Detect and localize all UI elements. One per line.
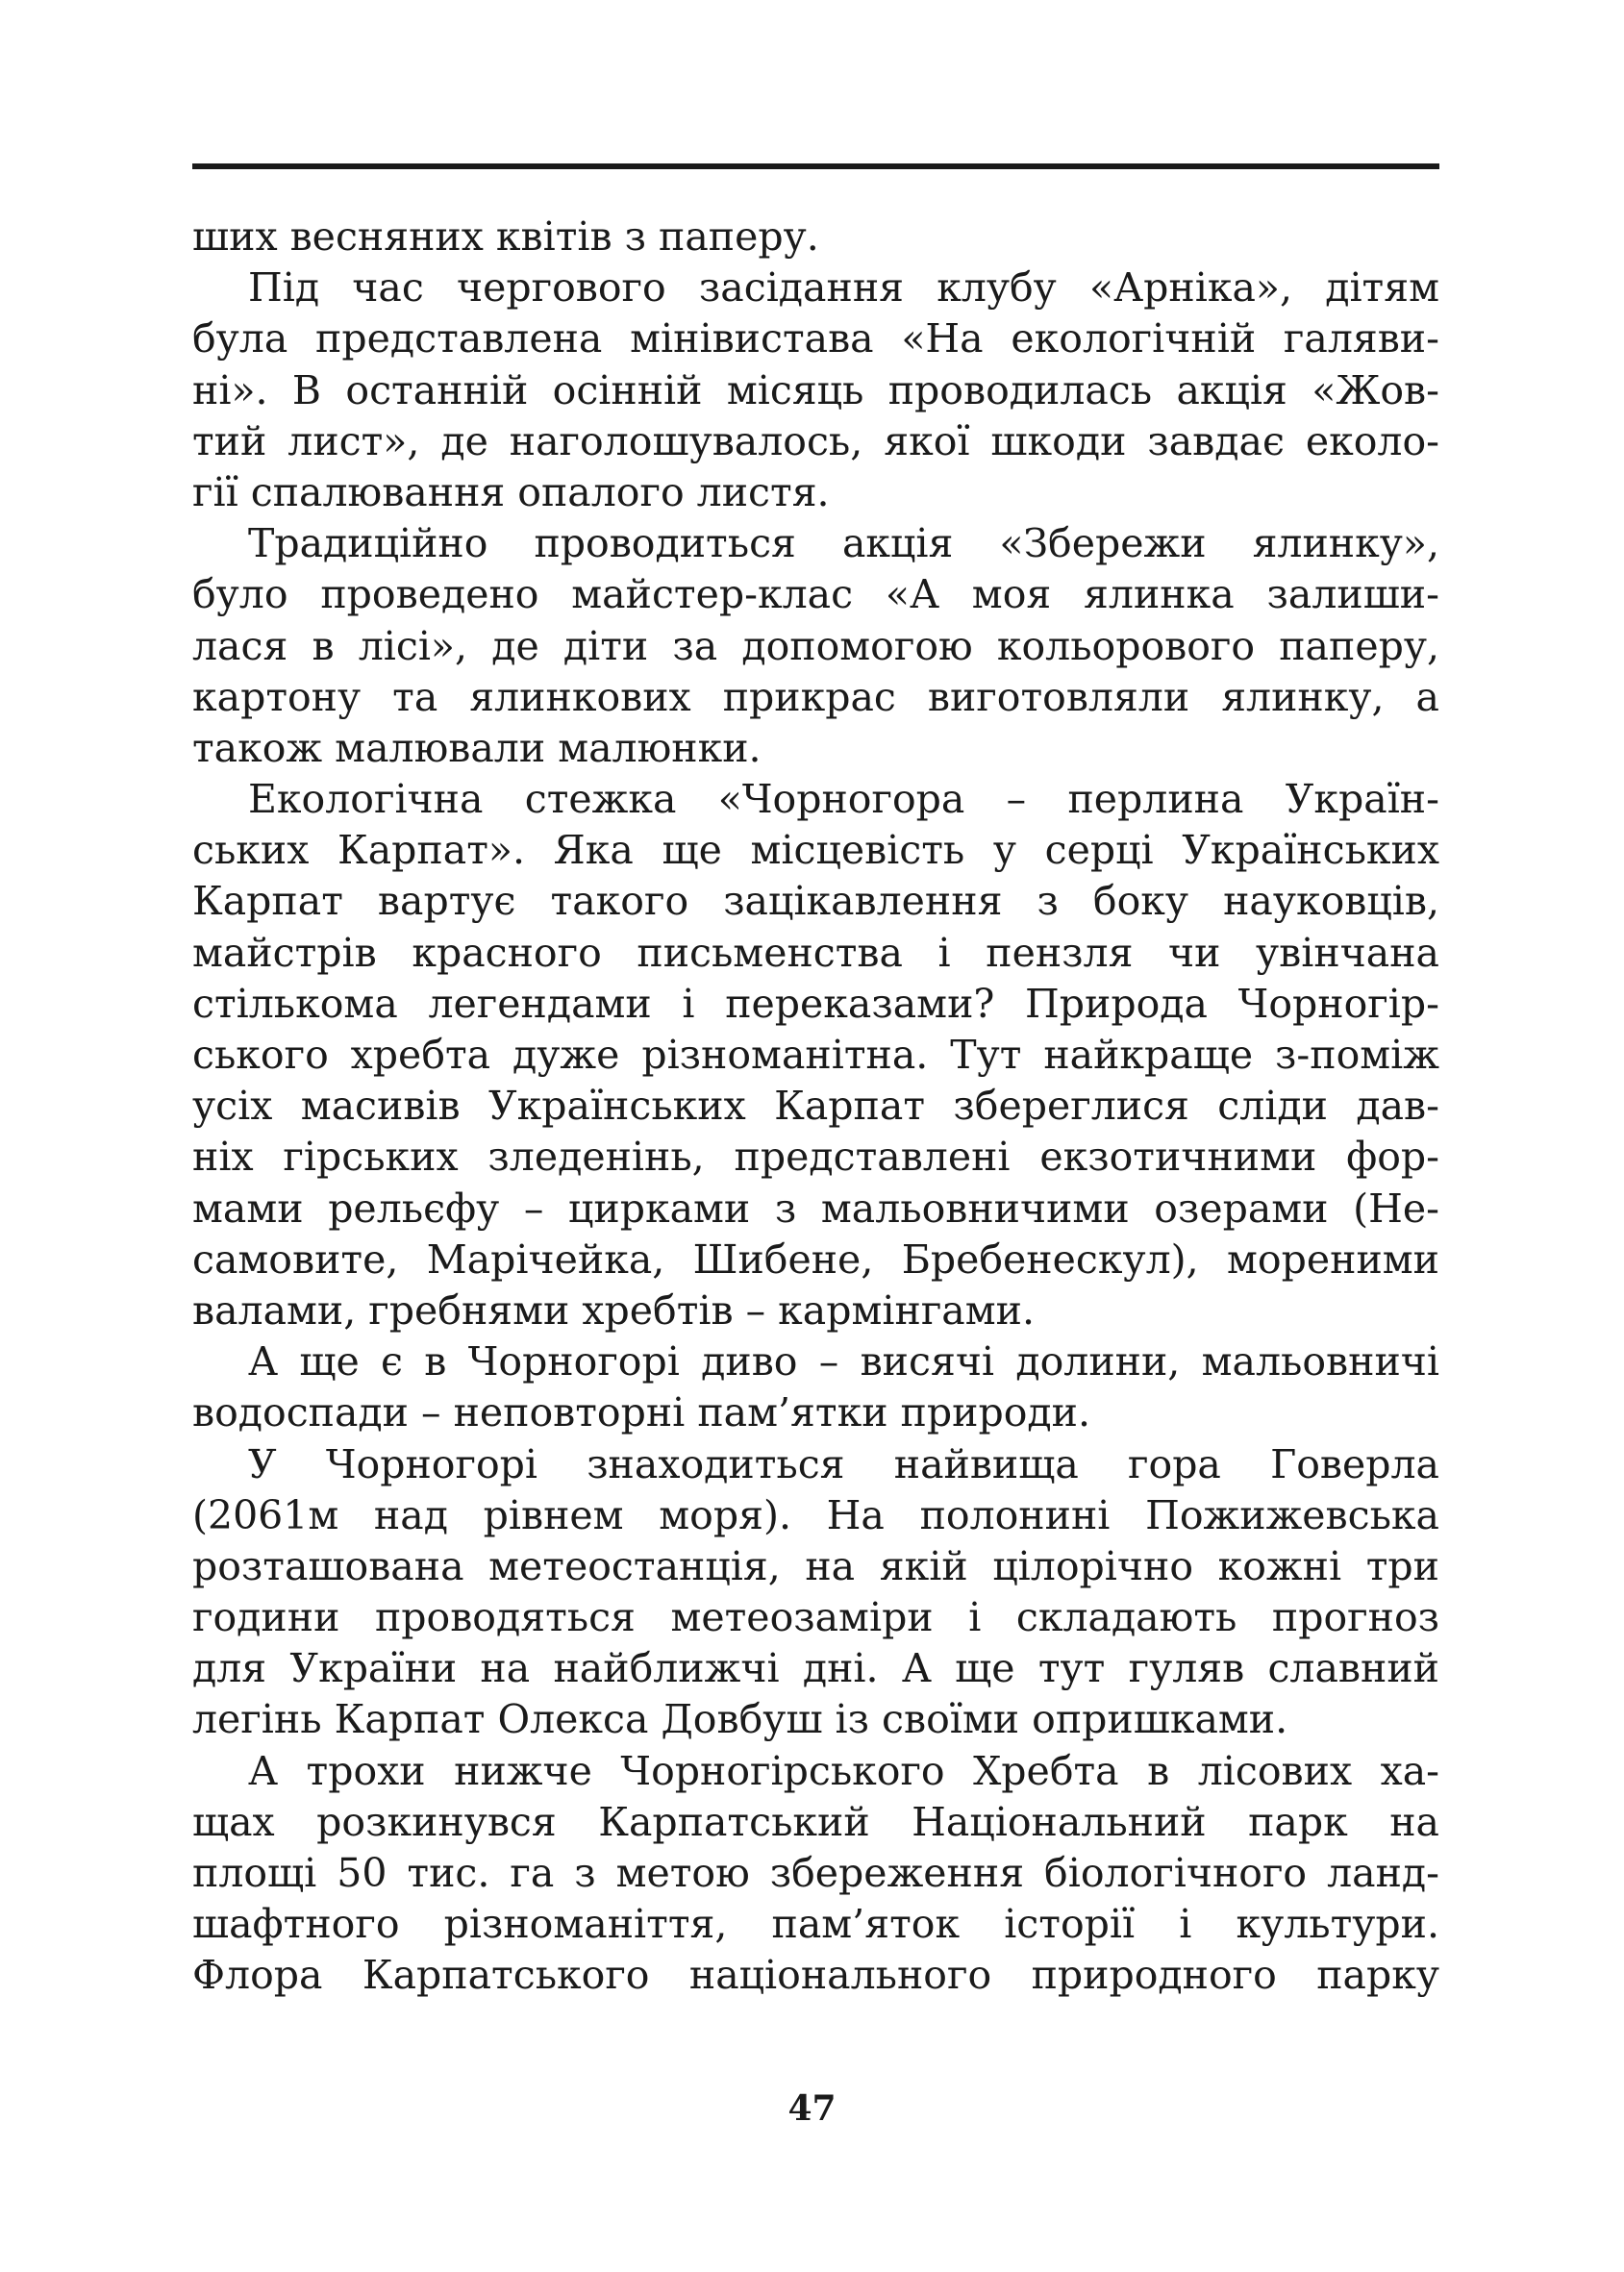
text-line: була представлена мінівистава «На екологічній галяви- xyxy=(192,315,1439,362)
text-line: Карпат вартує такого зацікавлення з боку науковців, xyxy=(192,878,1439,925)
text-line: також малювали малюнки. xyxy=(192,724,762,771)
text-line: (2061м над рівнем моря). На полонині Пожижевська xyxy=(192,1491,1439,1538)
text-line: А ще є в Чорногорі диво – висячі долини, мальовничі xyxy=(248,1338,1439,1386)
text-line: Під час чергового засідання клубу «Арніка», дітям xyxy=(248,264,1439,312)
text-line: площі 50 тис. га з метою збереження біологічного ланд- xyxy=(192,1850,1439,1896)
text-line: гії спалювання опалого листя. xyxy=(192,468,830,515)
text-line: шафтного різноманіття, пам’яток історії і культури. xyxy=(192,1901,1439,1948)
text-line: майстрів красного письменства і пензля чи увінчана xyxy=(192,929,1439,976)
text-line: Традиційно проводиться акція «Збережи ялинку», xyxy=(248,520,1439,567)
text-line: легінь Карпат Олекса Довбуш із своїми опришками. xyxy=(192,1696,1288,1743)
text-line: тий лист», де наголошувалось, якої шкоди завдає еколо- xyxy=(192,417,1439,464)
text-line: мами рельєфу – цирками з мальовничими озерами (Не- xyxy=(192,1185,1439,1232)
text-line: А трохи нижче Чорногірського Хребта в лісових ха- xyxy=(248,1747,1439,1794)
text-line: картону та ялинкових прикрас виготовляли ялинку, а xyxy=(192,673,1439,720)
text-line: Флора Карпатського національного природного парку xyxy=(192,1952,1439,1999)
text-line: розташована метеостанція, на якій цілорічно кожні три xyxy=(192,1542,1439,1589)
text-line: самовите, Марічейка, Шибене, Бребенескул), мореними xyxy=(192,1236,1439,1283)
text-line: лася в лісі», де діти за допомогою кольорового паперу, xyxy=(192,622,1439,669)
text-line: усіх масивів Українських Карпат збереглися сліди дав- xyxy=(192,1083,1439,1130)
text-line: для України на найближчі дні. А ще тут гуляв славний xyxy=(192,1645,1439,1692)
page-number: 47 xyxy=(787,2088,837,2129)
text-line: стількома легендами і переказами? Природа Чорногір- xyxy=(192,980,1439,1027)
text-line: ніх гірських зледенінь, представлені екзотичними фор- xyxy=(192,1134,1439,1181)
text-line: У Чорногорі знаходиться найвища гора Говерла xyxy=(248,1440,1439,1487)
text-line: ні». В останній осінній місяць проводилась акція «Жов- xyxy=(192,366,1439,413)
text-line: ших весняних квітів з паперу. xyxy=(192,213,819,260)
text-line: валами, гребнями хребтів – кармінгами. xyxy=(192,1286,1035,1334)
text-line: було проведено майстер-клас «А моя ялинка залиши- xyxy=(192,571,1439,618)
text-line: щах розкинувся Карпатський Національний парк на xyxy=(192,1798,1439,1845)
text-line: ського хребта дуже різноманітна. Тут найкраще з-поміж xyxy=(192,1032,1439,1078)
body-text xyxy=(192,212,1439,2002)
text-line: Екологічна стежка «Чорногора – перлина Україн- xyxy=(248,776,1439,823)
header-rule xyxy=(192,163,1439,169)
text-line: ських Карпат». Яка ще місцевість у серці Українських xyxy=(192,827,1439,874)
text-line: водоспади – неповторні пам’ятки природи. xyxy=(192,1389,1090,1436)
text-line: години проводяться метеозаміри і складають прогноз xyxy=(192,1594,1439,1641)
